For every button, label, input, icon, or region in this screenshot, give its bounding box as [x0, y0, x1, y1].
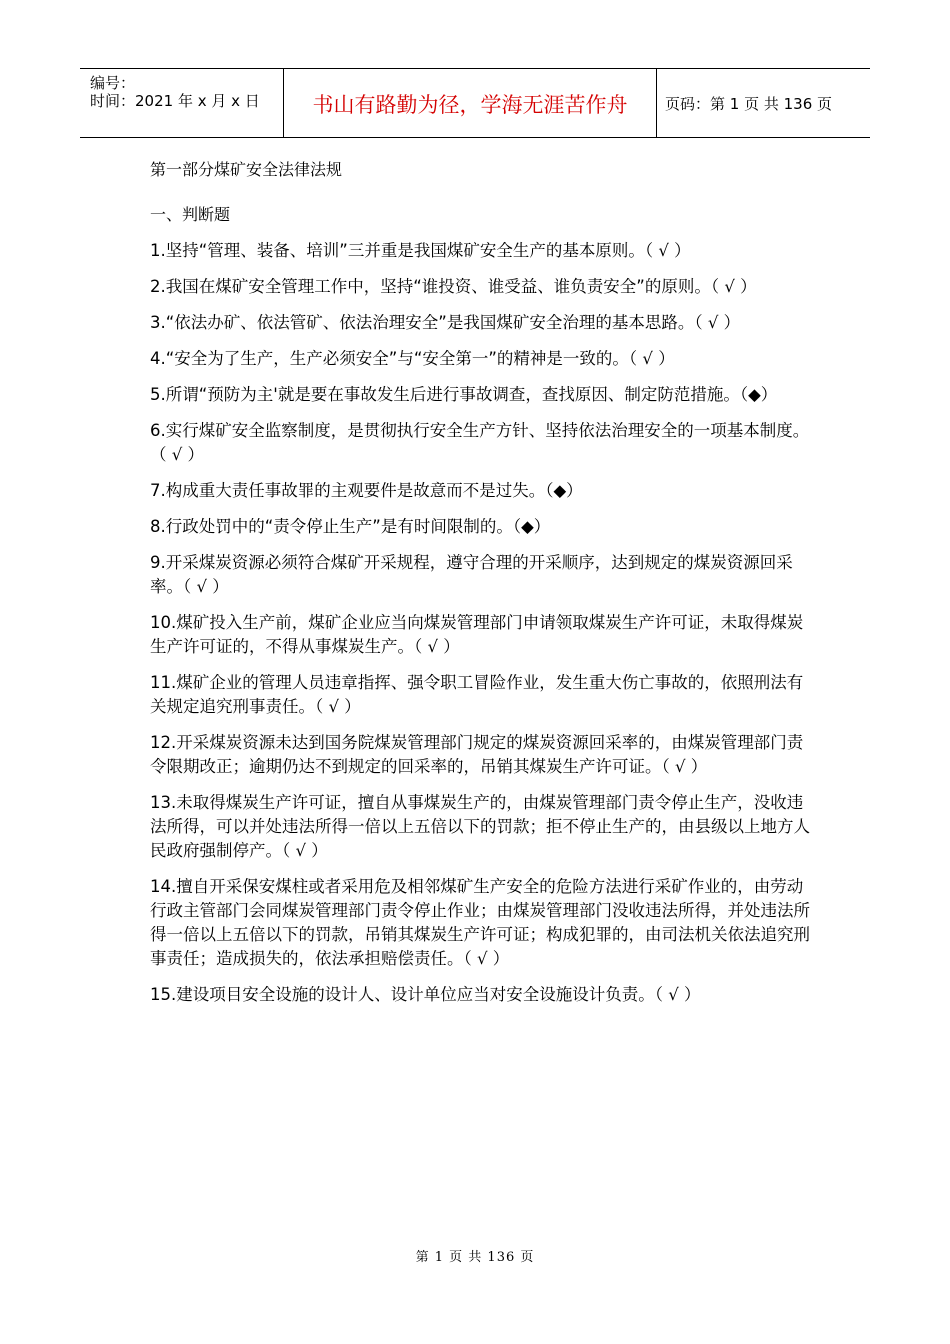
header-left-cell [80, 69, 283, 137]
question-item: 5.所谓“预防为主'就是要在事故发生后进行事故调查，查找原因、制定防范措施。（◆） [150, 385, 778, 404]
doc-date: 时间：2021 年 x 月 x 日 [90, 92, 260, 110]
question-item: 9.开采煤炭资源必须符合煤矿开采规程，遵守合理的开采顺序，达到规定的煤炭资源回采率。（ √ ） [150, 553, 793, 596]
question-item: 12.开采煤炭资源未达到国务院煤炭管理部门规定的煤炭资源回采率的，由煤炭管理部门责令限期改正；逾期仍达不到规定的回采率的，吊销其煤炭生产许可证。（ √ ） [150, 733, 804, 776]
section-heading: 一、判断题 [150, 205, 231, 224]
question-item: 13.未取得煤炭生产许可证，擅自从事煤炭生产的，由煤炭管理部门责令停止生产，没收违法所得，可以并处违法所得一倍以上五倍以下的罚款；拒不停止生产的，由县级以上地方人民政府强制停产。（ √ ） [150, 793, 810, 860]
header-motto: 书山有路勤为径，学海无涯苦作舟 [312, 93, 628, 117]
question-item: 7.构成重大责任事故罪的主观要件是故意而不是过失。（◆） [150, 481, 583, 500]
question-item: 1.坚持“管理、装备、培训”三并重是我国煤矿安全生产的基本原则。（ √ ） [150, 241, 691, 260]
question-item: 14.擅自开采保安煤柱或者采用危及相邻煤矿生产安全的危险方法进行采矿作业的，由劳动行政主管部门会同煤炭管理部门责令停止作业；由煤炭管理部门没收违法所得，并处违法所得一倍以上五倍以下的罚款，吊销其煤炭生产许可证；构成犯罪的，由司法机关依法追究刑事责任；造成损失的，依法承担赔偿责任。（ √ ） [150, 877, 810, 968]
part-title: 第一部分煤矿安全法律法规 [150, 160, 343, 179]
question-item: 8.行政处罚中的“责令停止生产”是有时间限制的。（◆） [150, 517, 551, 536]
header-motto-cell [283, 69, 657, 137]
question-item: 3.“依法办矿、依法管矿、依法治理安全”是我国煤矿安全治理的基本思路。（ √ ） [150, 313, 741, 332]
header-page-info: 页码：第 1 页 共 136 页 [665, 95, 833, 113]
document-body [150, 158, 815, 1019]
question-item: 10.煤矿投入生产前，煤矿企业应当向煤炭管理部门申请领取煤炭生产许可证，未取得煤炭生产许可证的，不得从事煤炭生产。（ √ ） [150, 613, 804, 656]
question-item: 4.“安全为了生产，生产必须安全”与“安全第一”的精神是一致的。（ √ ） [150, 349, 675, 368]
header-page-cell [657, 69, 870, 137]
question-item: 2.我国在煤矿安全管理工作中，坚持“谁投资、谁受益、谁负责安全”的原则。（ √ ） [150, 277, 757, 296]
question-item: 15.建设项目安全设施的设计人、设计单位应当对安全设施设计负责。（ √ ） [150, 985, 701, 1004]
question-item: 6.实行煤矿安全监察制度，是贯彻执行安全生产方针、坚持依法治理安全的一项基本制度。（ √ ） [150, 421, 810, 464]
page-footer: 第 1 页 共 136 页 [415, 1250, 535, 1265]
question-item: 11.煤矿企业的管理人员违章指挥、强令职工冒险作业，发生重大伤亡事故的，依照刑法有关规定追究刑事责任。（ √ ） [150, 673, 804, 716]
page-header [80, 68, 870, 138]
question-list [150, 239, 815, 1007]
doc-number-label: 编号： [90, 74, 136, 92]
